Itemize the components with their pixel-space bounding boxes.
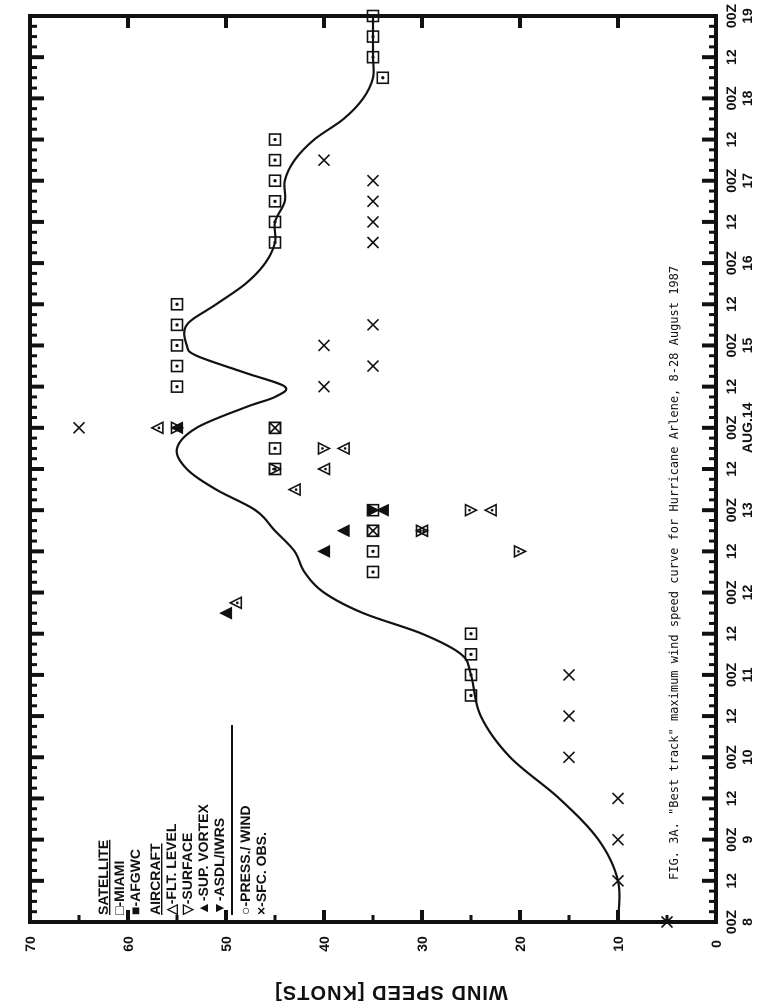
x-tick-label-top: 00Z: [723, 827, 739, 852]
y-tick-labels: [22, 936, 724, 952]
x-tick-label-bottom: 18: [739, 90, 755, 107]
miami-point: [172, 299, 183, 310]
x-tick-label-top: 00Z: [723, 415, 739, 440]
afgwc-point: [368, 525, 379, 536]
sfc-obs--point: [74, 422, 85, 433]
x-tick-label-bottom: 15: [739, 337, 755, 354]
x-tick-label-top: 12: [723, 131, 739, 148]
sfc-obs--point: [368, 196, 379, 207]
y-tick-label: 60: [120, 936, 136, 952]
x-tick-label-top: 00Z: [723, 3, 739, 29]
miami-point: [270, 196, 281, 207]
x-tick-label-bottom: 13: [739, 502, 755, 518]
x-tick-label-top: 12: [723, 873, 739, 889]
x-tick-label-top: 00Z: [723, 909, 739, 935]
miami-point: [172, 361, 183, 372]
miami-point: [270, 134, 281, 145]
surface-point: [515, 546, 526, 557]
miami-point: [172, 381, 183, 392]
y-tick-label: 40: [316, 936, 332, 952]
flt-level-point: [152, 422, 163, 433]
y-tick-label: 10: [610, 936, 626, 952]
legend-heading-satellite: SATELLITE: [95, 839, 111, 915]
x-tick-label-bottom: AUG.14: [739, 402, 755, 454]
best-track-curve: [177, 16, 620, 922]
miami-point: [368, 546, 379, 557]
x-tick-label-top: 12: [723, 49, 739, 65]
x-tick-label-top: 00Z: [723, 745, 739, 770]
y-tick-label: 0: [708, 940, 724, 948]
sfc-obs--point: [319, 381, 330, 392]
legend-flt-level: △-FLT. LEVEL: [163, 823, 179, 915]
surface-point: [319, 443, 330, 454]
figure-caption: FIG. 3A. "Best track" maximum wind speed curve for Hurricane Arlene, 8-28 August 1987: [667, 265, 681, 880]
flt-level-point: [485, 505, 496, 516]
x-tick-label-bottom: 10: [739, 749, 755, 766]
sfc-obs--point: [368, 175, 379, 186]
sfc-obs--point: [368, 237, 379, 248]
axis-ticks: [30, 16, 716, 922]
legend-afgwc: ■-AFGWC: [127, 849, 143, 915]
sfc-obs--point: [319, 155, 330, 166]
sup-vortex-point: [221, 608, 232, 619]
y-tick-label: 20: [512, 936, 528, 952]
flt-level-point: [319, 464, 330, 475]
x-tick-label-top: 00Z: [723, 333, 739, 358]
sfc-obs--point: [564, 669, 575, 680]
x-tick-label-top: 00Z: [723, 86, 739, 111]
legend-asdl: ▼-ASDL/IWRS: [211, 817, 227, 915]
flt-level-point: [289, 484, 300, 495]
x-tick-label-top: 00Z: [723, 580, 739, 605]
sfc-obs--point: [319, 340, 330, 351]
sfc-obs--point: [613, 834, 624, 845]
y-axis-label: WIND SPEED [KNOTS]: [274, 981, 508, 1003]
x-tick-label-bottom: 11: [739, 667, 755, 683]
miami-point: [270, 155, 281, 166]
x-tick-label-top: 12: [723, 214, 739, 230]
x-tick-label-top: 12: [723, 461, 739, 477]
miami-point: [270, 175, 281, 186]
x-tick-label-top: 12: [723, 543, 739, 560]
asdl-iwrs-point: [368, 505, 379, 516]
x-tick-label-bottom: 9: [739, 835, 755, 844]
legend-sup-vortex: ▲-SUP. VORTEX: [195, 804, 211, 915]
plot-frame: [30, 16, 716, 922]
legend-surface: ▽-SURFACE: [179, 832, 195, 915]
miami-point: [466, 649, 477, 660]
miami-point: [172, 319, 183, 330]
legend-sfc-obs: ×-SFC. OBS.: [253, 832, 269, 915]
x-tick-label-top: 00Z: [723, 498, 739, 523]
x-tick-label-bottom: 8: [739, 918, 755, 926]
legend-heading-aircraft: AIRCRAFT: [147, 843, 163, 915]
flt-level-point: [230, 597, 241, 608]
x-tick-label-top: 00Z: [723, 662, 739, 687]
miami-point: [270, 443, 281, 454]
sfc-obs--point: [368, 216, 379, 227]
x-tick-label-bottom: 12: [739, 584, 755, 601]
x-tick-label-bottom: 17: [739, 172, 755, 189]
sfc-obs--point: [368, 361, 379, 372]
sfc-obs--point: [564, 711, 575, 722]
sfc-obs--point: [368, 319, 379, 330]
miami-point: [377, 72, 388, 83]
x-tick-label-bottom: 19: [739, 8, 755, 24]
x-tick-label-top: 12: [723, 790, 739, 807]
x-tick-label-bottom: 16: [739, 255, 755, 271]
sup-vortex-point: [338, 525, 349, 536]
x-tick-labels: [723, 3, 755, 934]
surface-point: [466, 505, 477, 516]
sfc-obs--point: [613, 793, 624, 804]
legend: [95, 725, 269, 916]
sup-vortex-point: [319, 546, 330, 557]
miami-point: [172, 340, 183, 351]
x-tick-label-top: 00Z: [723, 168, 739, 193]
x-tick-label-top: 12: [723, 296, 739, 313]
legend-miami: □-MIAMI: [111, 860, 127, 915]
miami-point: [368, 566, 379, 577]
legend-press-wind: ○-PRESS./ WIND: [237, 805, 253, 915]
x-tick-label-top: 12: [723, 378, 739, 395]
data-points: [74, 11, 673, 928]
y-tick-label: 50: [218, 936, 234, 952]
y-tick-label: 70: [22, 936, 38, 952]
x-tick-label-top: 12: [723, 625, 739, 642]
miami-point: [466, 628, 477, 639]
sfc-obs--point: [564, 752, 575, 763]
x-tick-label-top: 00Z: [723, 251, 739, 276]
y-tick-label: 30: [414, 936, 430, 952]
flt-level-point: [338, 443, 349, 454]
afgwc-point: [270, 422, 281, 433]
x-tick-label-top: 12: [723, 708, 739, 724]
